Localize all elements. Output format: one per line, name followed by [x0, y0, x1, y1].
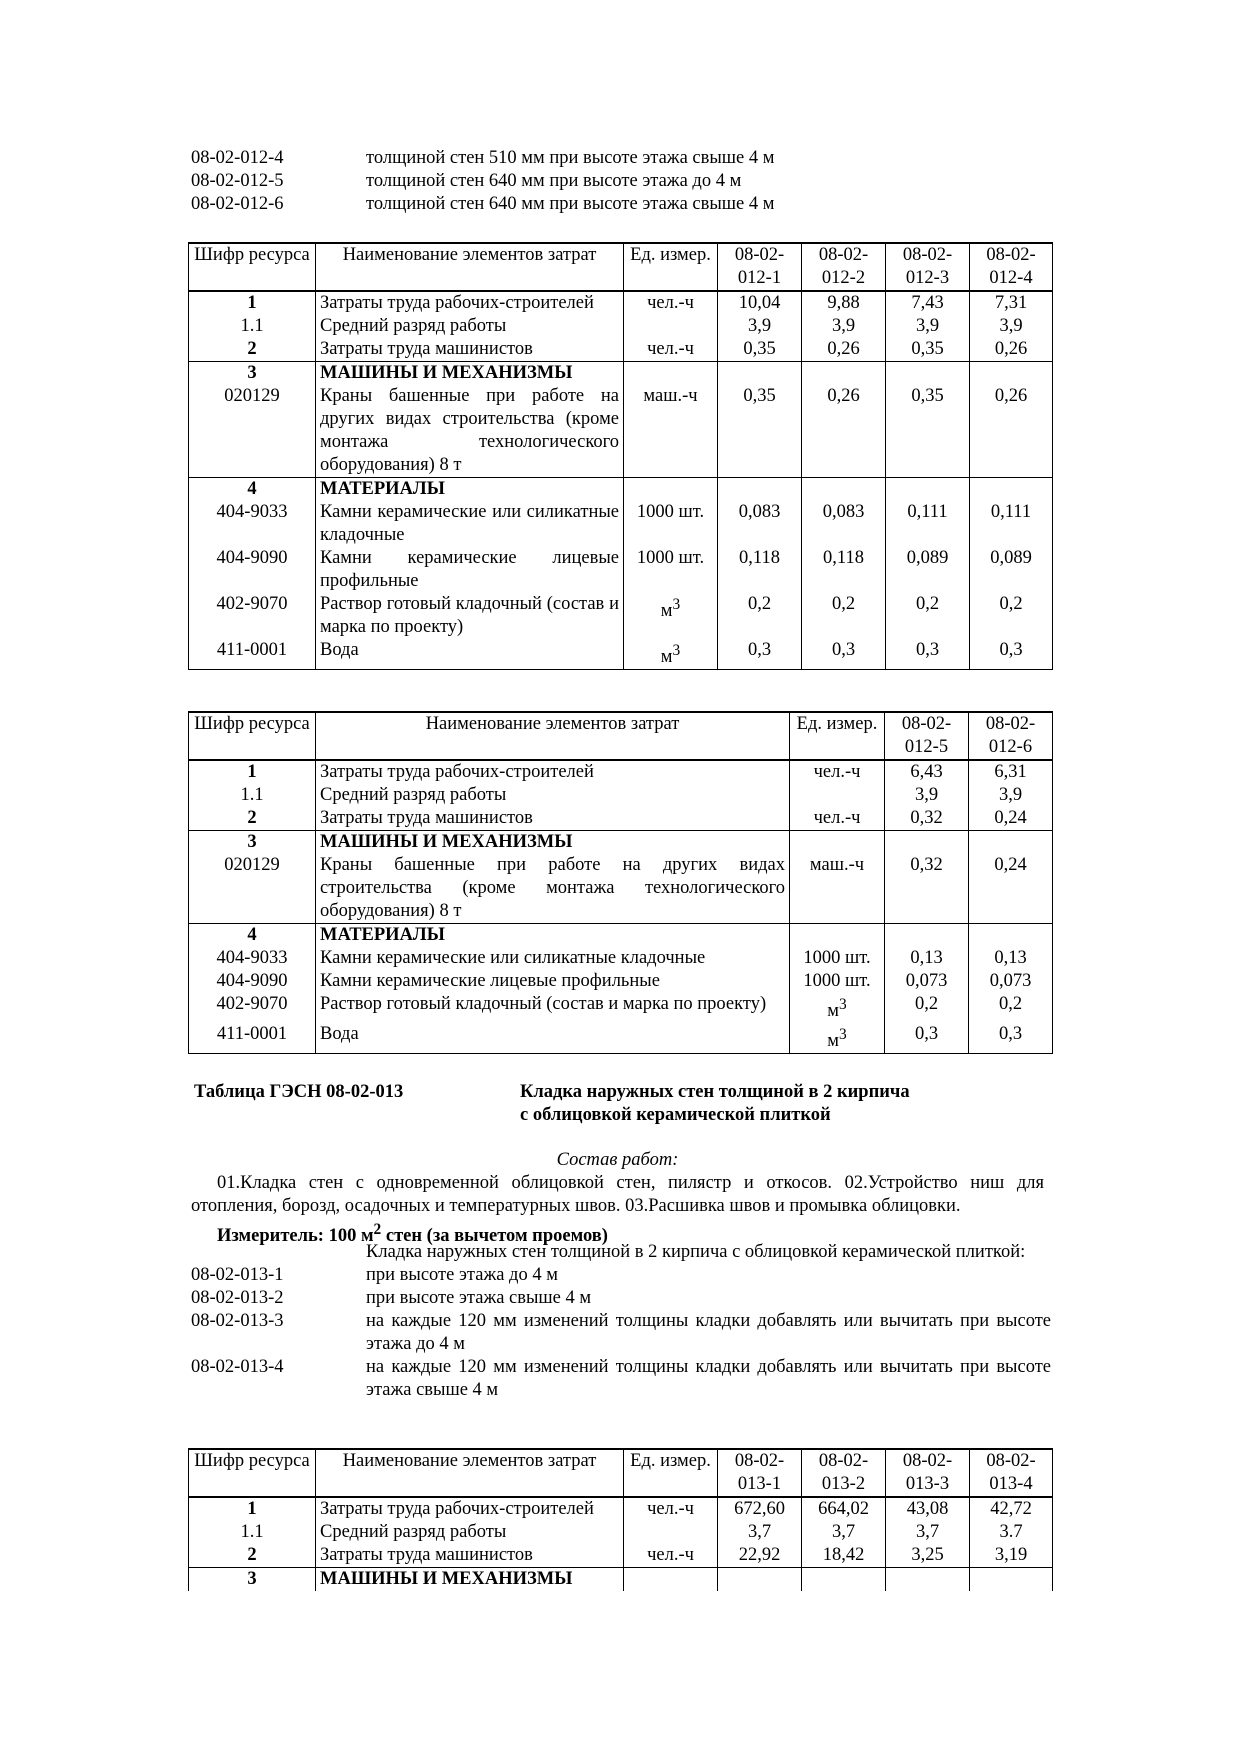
value-cell: 6,31: [969, 760, 1053, 784]
value-cell: 18,42: [802, 1544, 886, 1568]
resource-name: Вода: [316, 639, 624, 670]
value-cell: 42,72: [970, 1497, 1053, 1521]
list-item: [191, 193, 1051, 216]
header-col: 08-02-012-1: [718, 243, 802, 291]
resource-unit: чел.-ч: [624, 338, 718, 362]
header-col: 08-02-012-6: [969, 712, 1053, 760]
value-cell: [886, 362, 970, 386]
resource-table-012-1-4: [188, 242, 1053, 670]
resource-code: 2: [189, 807, 316, 831]
value-cell: 0,24: [969, 854, 1053, 924]
value-cell: 7,43: [886, 291, 970, 315]
list-item: [191, 147, 1051, 170]
table-row: [189, 385, 1053, 478]
value-cell: 0,26: [802, 338, 886, 362]
value-cell: 22,92: [718, 1544, 802, 1568]
list-item: [191, 1310, 1051, 1356]
value-cell: 0,118: [802, 547, 886, 593]
value-cell: 0,32: [885, 807, 969, 831]
resource-code: 020129: [189, 385, 316, 478]
header-col: 08-02-013-2: [802, 1449, 886, 1497]
value-cell: 3,9: [970, 315, 1053, 338]
resource-table-013: [188, 1448, 1053, 1591]
resource-code: 020129: [189, 854, 316, 924]
value-cell: [718, 362, 802, 386]
resource-name: Раствор готовый кладочный (состав и марка по проекту): [316, 993, 790, 1023]
header-unit: Ед. измер.: [624, 1449, 718, 1497]
value-cell: 0,3: [718, 639, 802, 670]
resource-unit: чел.-ч: [624, 1497, 718, 1521]
section-code: 3: [189, 1568, 316, 1592]
item-code: 08-02-012-4: [191, 148, 284, 168]
table-row: [189, 501, 1053, 547]
value-cell: 0,24: [969, 807, 1053, 831]
header-col: 08-02-012-4: [970, 243, 1053, 291]
resource-name: Затраты труда рабочих-строителей: [316, 291, 624, 315]
item-code: 08-02-013-4: [191, 1357, 284, 1377]
value-cell: 664,02: [802, 1497, 886, 1521]
value-cell: [970, 1568, 1053, 1592]
table-row: [189, 338, 1053, 362]
section-title-line: Кладка наружных стен толщиной в 2 кирпича: [520, 1082, 910, 1102]
item-code: [191, 1241, 366, 1264]
resource-code: 411-0001: [189, 639, 316, 670]
value-cell: 3,7: [802, 1521, 886, 1544]
unit-text: м: [660, 601, 673, 622]
section-code: 4: [189, 478, 316, 502]
resource-unit: маш.-ч: [624, 385, 718, 478]
resource-unit: [790, 784, 885, 807]
value-cell: 3,19: [970, 1544, 1053, 1568]
list-item: [191, 1264, 1051, 1287]
table-row: [189, 760, 1053, 784]
table-row: [189, 547, 1053, 593]
header-code: Шифр ресурса: [189, 243, 316, 291]
table-row: [189, 639, 1053, 670]
resource-unit: [790, 993, 885, 1023]
resource-code: 2: [189, 1544, 316, 1568]
section-name: МАТЕРИАЛЫ: [316, 478, 624, 502]
header-col: 08-02-013-1: [718, 1449, 802, 1497]
value-cell: [970, 478, 1053, 502]
table-row: [189, 315, 1053, 338]
resource-name: Затраты труда рабочих-строителей: [316, 1497, 624, 1521]
unit-superscript: 3: [839, 996, 847, 1013]
value-cell: [886, 478, 970, 502]
table-header-row: [189, 1449, 1053, 1497]
value-cell: 3,7: [886, 1521, 970, 1544]
unit-superscript: 3: [672, 596, 681, 613]
value-cell: 9,88: [802, 291, 886, 315]
table-row: [189, 1023, 1053, 1054]
resource-code: 1.1: [189, 315, 316, 338]
resource-unit: [790, 1023, 885, 1054]
header-unit: Ед. измер.: [624, 243, 718, 291]
table-row: [189, 1544, 1053, 1568]
item-code: 08-02-012-6: [191, 194, 284, 214]
resource-unit: 1000 шт.: [624, 501, 718, 547]
header-col: 08-02-012-2: [802, 243, 886, 291]
value-cell: 0,3: [970, 639, 1053, 670]
code-list-012: [191, 147, 1051, 216]
resource-code: 404-9033: [189, 501, 316, 547]
table-row: [189, 807, 1053, 831]
value-cell: 0,2: [970, 593, 1053, 639]
value-cell: 0,13: [885, 947, 969, 970]
resource-unit: 1000 шт.: [790, 947, 885, 970]
header-col: 08-02-012-3: [886, 243, 970, 291]
value-cell: 0,26: [970, 338, 1053, 362]
meter-suffix: стен (за вычетом проемов): [381, 1226, 608, 1247]
resource-unit: [624, 478, 718, 502]
value-cell: 0,26: [802, 385, 886, 478]
resource-code: 404-9090: [189, 970, 316, 993]
value-cell: 3,9: [718, 315, 802, 338]
value-cell: [718, 1568, 802, 1592]
section-name: МАШИНЫ И МЕХАНИЗМЫ: [316, 362, 624, 386]
resource-name: Средний разряд работы: [316, 784, 790, 807]
value-cell: 0,3: [802, 639, 886, 670]
value-cell: 0,083: [718, 501, 802, 547]
value-cell: 0,35: [718, 338, 802, 362]
resource-code: 2: [189, 338, 316, 362]
section-title-line: с облицовкой керамической плиткой: [520, 1105, 831, 1125]
section-name: МАШИНЫ И МЕХАНИЗМЫ: [316, 1568, 624, 1592]
unit-text: м: [827, 1001, 839, 1022]
resource-name: Затраты труда машинистов: [316, 1544, 624, 1568]
resource-unit: чел.-ч: [790, 760, 885, 784]
resource-unit: [790, 831, 885, 855]
item-code: 08-02-013-1: [191, 1265, 284, 1285]
section-code: 3: [189, 362, 316, 386]
section-code: 3: [189, 831, 316, 855]
resource-unit: 1000 шт.: [790, 970, 885, 993]
resource-code: 1.1: [189, 1521, 316, 1544]
resource-unit: [624, 315, 718, 338]
resource-name: Камни керамические или силикатные кладочные: [316, 947, 790, 970]
resource-code: 404-9090: [189, 547, 316, 593]
value-cell: [718, 478, 802, 502]
section-name: МАШИНЫ И МЕХАНИЗМЫ: [316, 831, 790, 855]
resource-unit: [790, 924, 885, 948]
value-cell: 3,9: [969, 784, 1053, 807]
resource-unit: чел.-ч: [624, 291, 718, 315]
item-description: при высоте этажа до 4 м: [366, 1265, 558, 1285]
value-cell: 0,35: [886, 338, 970, 362]
table-row: [189, 291, 1053, 315]
item-description: при высоте этажа свыше 4 м: [366, 1288, 592, 1308]
value-cell: 0,118: [718, 547, 802, 593]
value-cell: 3,9: [802, 315, 886, 338]
header-col: 08-02-012-5: [885, 712, 969, 760]
value-cell: 0,35: [886, 385, 970, 478]
value-cell: 0,111: [970, 501, 1053, 547]
list-item: [191, 1356, 1051, 1402]
value-cell: [969, 831, 1053, 855]
value-cell: 0,26: [970, 385, 1053, 478]
value-cell: 0,089: [886, 547, 970, 593]
table-section-row: [189, 362, 1053, 386]
meter-prefix: Измеритель: 100 м: [217, 1226, 374, 1247]
header-name: Наименование элементов затрат: [316, 243, 624, 291]
value-cell: 0,2: [885, 993, 969, 1023]
value-cell: 7,31: [970, 291, 1053, 315]
item-description: на каждые 120 мм изменений толщины кладки добавлять или вычитать при высоте этажа свыше 4 м: [366, 1357, 1051, 1400]
unit-text: м: [827, 1031, 839, 1052]
value-cell: 0,13: [969, 947, 1053, 970]
resource-code: 402-9070: [189, 993, 316, 1023]
resource-unit: [624, 1521, 718, 1544]
resource-name: Камни керамические или силикатные кладочные: [316, 501, 624, 547]
unit-superscript: 3: [672, 642, 681, 659]
table-row: [189, 854, 1053, 924]
list-item: [191, 1241, 1051, 1264]
item-description: толщиной стен 640 мм при высоте этажа до 4 м: [366, 171, 742, 191]
header-name: Наименование элементов затрат: [316, 1449, 624, 1497]
value-cell: 0,2: [886, 593, 970, 639]
value-cell: 10,04: [718, 291, 802, 315]
resource-unit: чел.-ч: [624, 1544, 718, 1568]
value-cell: 0,2: [802, 593, 886, 639]
resource-name: Вода: [316, 1023, 790, 1054]
table-row: [189, 1521, 1053, 1544]
item-code: 08-02-013-3: [191, 1311, 284, 1331]
value-cell: [970, 362, 1053, 386]
resource-name: Раствор готовый кладочный (состав и марка по проекту): [316, 593, 624, 639]
value-cell: 3,9: [886, 315, 970, 338]
value-cell: [802, 1568, 886, 1592]
code-list-013: [191, 1241, 1051, 1402]
list-item: [191, 170, 1051, 193]
resource-unit: 1000 шт.: [624, 547, 718, 593]
value-cell: 3.7: [970, 1521, 1053, 1544]
value-cell: 0,083: [802, 501, 886, 547]
value-cell: 0,2: [969, 993, 1053, 1023]
table-row: [189, 993, 1053, 1023]
header-name: Наименование элементов затрат: [316, 712, 790, 760]
table-row: [189, 947, 1053, 970]
resource-code: 411-0001: [189, 1023, 316, 1054]
value-cell: 43,08: [886, 1497, 970, 1521]
value-cell: 3,9: [885, 784, 969, 807]
item-description: на каждые 120 мм изменений толщины кладки добавлять или вычитать при высоте этажа до 4 м: [366, 1311, 1051, 1354]
item-code: 08-02-013-2: [191, 1288, 284, 1308]
list-item: [191, 1287, 1051, 1310]
value-cell: 6,43: [885, 760, 969, 784]
header-code: Шифр ресурса: [189, 1449, 316, 1497]
value-cell: [969, 924, 1053, 948]
value-cell: 0,3: [885, 1023, 969, 1054]
header-unit: Ед. измер.: [790, 712, 885, 760]
value-cell: 0,089: [970, 547, 1053, 593]
header-col: 08-02-013-4: [970, 1449, 1053, 1497]
work-composition-heading: Состав работ:: [556, 1150, 679, 1170]
value-cell: 0,073: [885, 970, 969, 993]
item-description: толщиной стен 510 мм при высоте этажа свыше 4 м: [366, 148, 775, 168]
resource-unit: [624, 639, 718, 670]
table-row: [189, 784, 1053, 807]
value-cell: 0,073: [969, 970, 1053, 993]
value-cell: 0,32: [885, 854, 969, 924]
resource-name: Средний разряд работы: [316, 1521, 624, 1544]
item-description: толщиной стен 640 мм при высоте этажа свыше 4 м: [366, 194, 775, 214]
item-code: 08-02-012-5: [191, 171, 284, 191]
resource-name: Краны башенные при работе на других видах строительства (кроме монтажа технологического оборудования) 8 т: [316, 385, 624, 478]
table-section-row: [189, 478, 1053, 502]
table-header-row: [189, 243, 1053, 291]
resource-name: Средний разряд работы: [316, 315, 624, 338]
header-code: Шифр ресурса: [189, 712, 316, 760]
table-section-row: [189, 924, 1053, 948]
work-composition-text: 01.Кладка стен с одновременной облицовкой стен, пилястр и откосов. 02.Устройство ниш для отопления, борозд, осадочных и температурных швов. 03.Расшивка швов и промывка облицовки.: [191, 1173, 1044, 1216]
value-cell: [886, 1568, 970, 1592]
resource-name: Камни керамические лицевые профильные: [316, 547, 624, 593]
unit-superscript: 3: [839, 1026, 847, 1044]
resource-name: Краны башенные при работе на других видах строительства (кроме монтажа технологического оборудования) 8 т: [316, 854, 790, 924]
resource-code: 404-9033: [189, 947, 316, 970]
table-row: [189, 593, 1053, 639]
value-cell: [885, 831, 969, 855]
table-section-row: [189, 831, 1053, 855]
table-label: Таблица ГЭСН 08-02-013: [194, 1082, 404, 1102]
value-cell: [802, 362, 886, 386]
unit-text: м: [660, 647, 673, 668]
value-cell: 0,2: [718, 593, 802, 639]
item-description: Кладка наружных стен толщиной в 2 кирпича с облицовкой керамической плиткой:: [366, 1242, 1026, 1262]
resource-unit: [624, 593, 718, 639]
resource-unit: маш.-ч: [790, 854, 885, 924]
table-section-row: [189, 1568, 1053, 1592]
value-cell: 672,60: [718, 1497, 802, 1521]
value-cell: 0,3: [886, 639, 970, 670]
resource-code: 1: [189, 291, 316, 315]
value-cell: [885, 924, 969, 948]
meter-superscript: 2: [373, 1221, 382, 1238]
value-cell: 0,35: [718, 385, 802, 478]
resource-name: Затраты труда рабочих-строителей: [316, 760, 790, 784]
resource-code: 1: [189, 760, 316, 784]
resource-code: 1.1: [189, 784, 316, 807]
section-code: 4: [189, 924, 316, 948]
value-cell: 3,25: [886, 1544, 970, 1568]
resource-name: Затраты труда машинистов: [316, 807, 790, 831]
value-cell: 0,3: [969, 1023, 1053, 1054]
table-header-row: [189, 712, 1053, 760]
value-cell: [802, 478, 886, 502]
table-row: [189, 1497, 1053, 1521]
header-col: 08-02-013-3: [886, 1449, 970, 1497]
value-cell: 0,111: [886, 501, 970, 547]
resource-name: Затраты труда машинистов: [316, 338, 624, 362]
resource-code: 402-9070: [189, 593, 316, 639]
section-title: [520, 1081, 910, 1127]
resource-unit: [624, 362, 718, 386]
resource-name: Камни керамические лицевые профильные: [316, 970, 790, 993]
resource-table-012-5-6: [188, 711, 1053, 1054]
section-name: МАТЕРИАЛЫ: [316, 924, 790, 948]
table-row: [189, 970, 1053, 993]
resource-unit: чел.-ч: [790, 807, 885, 831]
resource-unit: [624, 1568, 718, 1592]
value-cell: 3,7: [718, 1521, 802, 1544]
resource-code: 1: [189, 1497, 316, 1521]
